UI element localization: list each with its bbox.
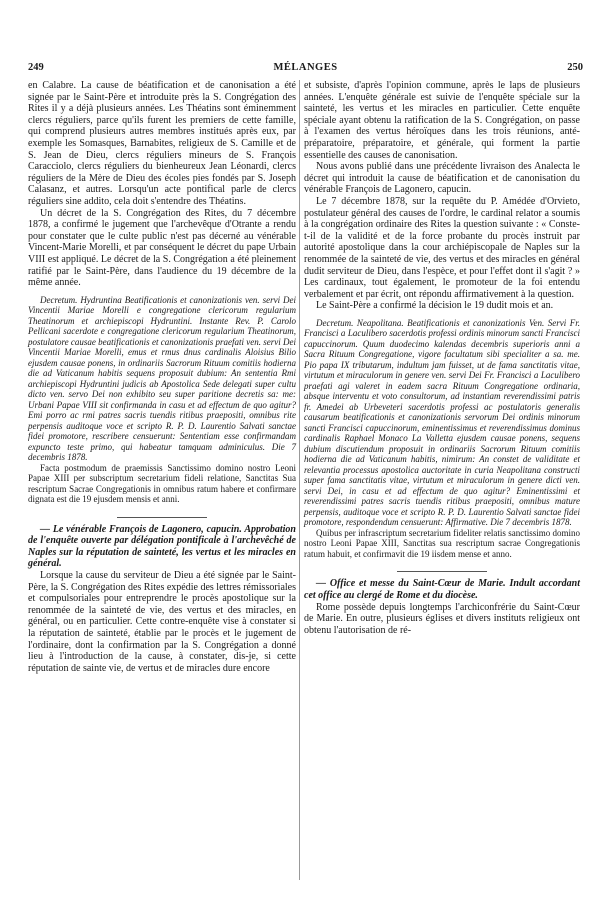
section-title-lagonero: — Le vénérable François de Lagonero, capucin. Approbation de l'enquête ouverte par délégation pontificale à l'archevêché de Naples sur la réputation de sainteté, les vertus et les miracles en général. <box>28 523 296 570</box>
right-paragraph-3: Le 7 décembre 1878, sur la requête du P. Amédée d'Orvieto, postulateur général des causes de l'ordre, le cardinal relator a soumis à la congrégation ordinaire des Rites la question suivante : « Conste-t-il de la validité et de la force probante du procès instruit par autorité apostolique dans la cour archiépiscopale de Naples sur la renommée de la sainteté de vie, des vertus et des miracles en général dudit serviteur de Dieu, dans l'espèce, et pour l'effet dont il s'agit ? » Les cardinaux, tout également, le promoteur de la foi entendu verbalement et par écrit, ont répondu affirmativement à la question. <box>304 195 580 300</box>
left-paragraph-2: Un décret de la S. Congrégation des Rites, du 7 décembre 1878, a confirmé le jugement que l'archevêque d'Otrante a rendu pour constater que le culte public n'est pas décerné au vénérable Vincent-Marie Morelli, et par conséquent le décret du pape Urbain VIII est appliqué. Le décret de la S. Congrégation a été pleinement ratifié par le Saint-Père, dans l'audience du 19 décembre de la même année. <box>28 207 296 289</box>
page-number-right: 250 <box>567 62 583 73</box>
right-paragraph-2: Nous avons publié dans une précédente livraison des Analecta le décret qui introduit la cause de béatification et de canonisation du vénérable François de Lagonero, capucin. <box>304 161 580 196</box>
page-number-left: 249 <box>28 62 44 73</box>
left-column <box>28 80 296 674</box>
left-latin-decree: Decretum. Hydruntina Beatificationis et canonizationis ven. servi Dei Vincentii Mariae Morelli e congregatione clericorum regularium Theatinorum et archiepiscopi Hydruntini. Instante Rev. P. Carolo Pellicani sacerdote e congregatione clericorum regularium Theatinorum, postulatore causae beatificationis et canonizationis praefati ven. servi Dei Vincentii Mariae Morelli, emus et rmus dnus cardinalis Aloisius Bilio ejusdem causae ponens, in ordinariis Sacrorum Rituum comitiis hodierna die ad Vaticanum habitis sequens proposuit dubium: An sententia Rmi archiepiscopi Hydruntini judicis ab Apostolica Sede delegati super cultu dicto ven. servo Dei non exhibito seu super paritione decretis sa: me: Urbani Papae VIII sit confirmanda in casu et ad effectum de quo agitur? Emi porro ac rmi patres sacris tuendis ritibus praepositi, omnibus rite perpensis auditoque voce et scripto R. P. D. Laurentio Salvati sanctae fidei promotore, rescribere censuerunt: Sententiam esse confirmandam expuncto teste primo, qui habeatur tamquam adminiculus. Die 7 decembris 1878. <box>28 294 296 463</box>
running-title: MÉLANGES <box>273 62 338 73</box>
left-latin-ratification: Facta postmodum de praemissis Sanctissimo domino nostro Leoni Papae XIII per subscriptum secretarium fideli relatione, Sanctitas Sua rescriptum Sacrae Congregationis in omnibus ratum habere et confirmare dignata est die 19 ejusdem mensis et anni. <box>28 462 296 505</box>
page-header <box>28 62 583 76</box>
right-latin-decree: Decretum. Neapolitana. Beatificationis et canonizationis Ven. Servi Fr. Francisci a Laculibero sacerdotis professi ordinis minorum sancti Francisci capuccinorum. Quum duodecimo kalendas decembris superioris anni a Sacra Rituum Congregatione, vigore facultatum sibi specialiter a sa. me. Pio papa IX tributarum, indultum jam fuisset, ut de fama sanctitatis vitae, virtutum et miraculorum in genere ven. servi Dei Fr. Francisci a Laculibero praefati agi valeret in eadem sacra Rituum Congregatione ordinaria, absque interventu et voto consultorum, ad instantiam reverendissimi patris fr. Amedei ab Urbeveteri sacerdotis professi ac postulatoris generalis causarum beatificationis et canonizationis servorum Dei ordinis minorum sancti Francisci capuccinorum, eminentissimus et reverendissimus dominus cardinalis Raphael Monaco La Valletta ejusdem causae ponens, sequens dubium discutiendum proposuit in ordinariis Sacrorum Rituum comitiis hodierna die ad Vaticanum habitis, nimirum: An constet de validitate et relevantia processus apostolica auctoritate in curia Neapolitana constructi super fama sanctitatis vitae, virtutum et miraculorum in genere dicti ven. servi Dei, in casu et ad effectum de quo agitur? Eminentissimi et reverendissimi patres sacris tuendis ritibus praepositi, omnibus mature perpensis, auditoque voce et scripto R. P. D. Laurentio Salvati sanctae fidei promotore, respondendum censuerunt: Affirmative. Die 7 decembris 1878. <box>304 317 580 528</box>
left-paragraph-3: Lorsque la cause du serviteur de Dieu a été signée par le Saint-Père, la S. Congrégation des Rites expédie des lettres rémissoriales et compulsoriales pour entreprendre le procès apostolique sur la renommée de la sainteté de vie, des vertus et des miracles, en général, ou en particulier. Cette contre-enquête vise à constater si la réputation de sainteté, établie par le procès et le jugement de l'ordinaire, dont la confirmation par la S. Congrégation a donné lieu à l'introduction de la cause, à constater, dis-je, si cette réputation de sainte vie, de vertus et de miracles dure encore <box>28 570 296 674</box>
column-divider <box>299 80 300 880</box>
section-divider <box>117 517 207 518</box>
section-divider <box>397 571 487 572</box>
right-column <box>304 80 580 636</box>
left-paragraph-1: en Calabre. La cause de béatification et de canonisation a été signée par le Saint-Père et introduite près la S. Congrégation des Rites il y a déjà plusieurs années. Les Théatins sont éminemment clercs réguliers, parce qu'ils furent les premiers de cette famille, qui comprend plusieurs autres membres institués après eux, par exemple les Somasques, Barnabites, religieux de S. Camille et de S. Jean de Dieu, clercs réguliers mineurs de S. François Caracciolo, clercs réguliers du bienheureux Jean Léonardi, clercs réguliers de la Mère de Dieu des écoles pies fondés par S. Joseph Calasanz, et autres. Lorsqu'un acte pontifical parle de clercs réguliers sine addito, cela doit s'entendre des Théatins. <box>28 80 296 207</box>
right-paragraph-5: Rome possède depuis longtemps l'archiconfrérie du Saint-Cœur de Marie. En outre, plusieurs églises et divers instituts religieux ont obtenu l'autorisation de ré- <box>304 601 580 636</box>
right-paragraph-4: Le Saint-Père a confirmé la décision le 19 dudit mois et an. <box>316 300 554 312</box>
right-latin-ratification: Quibus per infrascriptum secretarium fideliter relatis sanctissimo domino nostro Leoni Papae XIII, Sanctitas sua rescriptum sacrae Congregationis ratum habuit, et confirmavit die 19 iisdem mense et anno. <box>304 527 580 559</box>
right-paragraph-1: et subsiste, d'après l'opinion commune, après le laps de plusieurs années. L'enquête générale est suivie de l'enquête spéciale sur la sainteté, les vertus et les miracles en particulier. Cette enquête spéciale ayant obtenu la ratification de la S. Congrégation, on passe à l'examen des vertus héroïques dans les trois réunions, anté-préparatoire, préparatoire, et générale, qui forment la partie essentielle des causes de canonisation. <box>304 80 580 161</box>
section-title-saint-coeur: — Office et messe du Saint-Cœur de Marie. Indult accordant cet office au clergé de Rome et du diocèse. <box>304 578 580 601</box>
